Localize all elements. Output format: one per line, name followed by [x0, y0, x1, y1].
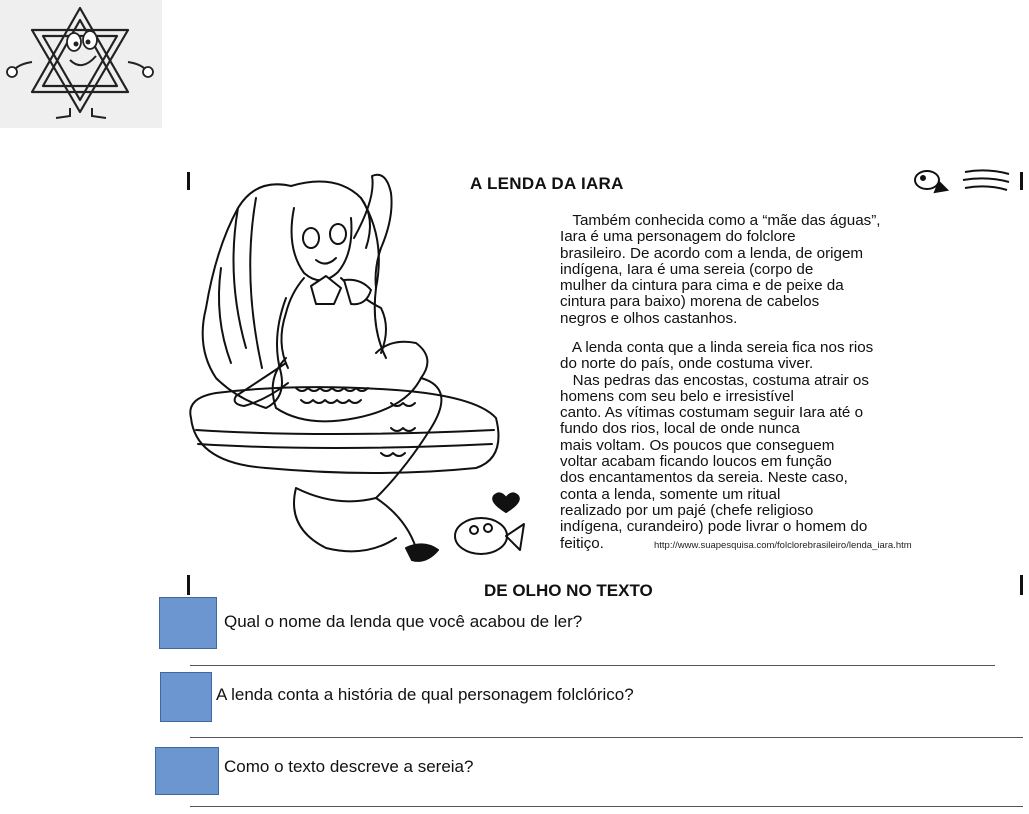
- mermaid-illustration: [176, 168, 556, 576]
- story-line: indígena, Iara é uma sereia (corpo de: [560, 260, 814, 278]
- answer-number-box-1[interactable]: [159, 597, 217, 649]
- fish-decoration-icon: [905, 168, 1015, 196]
- story-line: mais voltam. Os poucos que conseguem: [560, 436, 835, 454]
- story-line: Também conhecida como a “mãe das águas”,: [560, 212, 881, 229]
- question-1: Qual o nome da lenda que você acabou de ler?: [224, 612, 583, 631]
- answer-line-3[interactable]: [190, 806, 1023, 807]
- question-3: Como o texto descreve a sereia?: [224, 757, 474, 776]
- answer-number-box-2[interactable]: [160, 672, 212, 722]
- story-line: fundo dos rios, local de onde nunca: [560, 420, 800, 438]
- story-line: do norte do país, onde costuma viver.: [560, 355, 814, 373]
- star-of-david-mascot-icon: [0, 0, 162, 128]
- frame-right-bar: [1020, 172, 1023, 190]
- story-line: canto. As vítimas costumam seguir Iara até o: [560, 404, 864, 422]
- section-title: DE OLHO NO TEXTO: [484, 581, 653, 600]
- story-line: feitiço.: [560, 534, 604, 552]
- story-line: Nas pedras das encostas, costuma atrair os: [560, 371, 869, 389]
- section-right-bar: [1020, 575, 1023, 595]
- question-2: A lenda conta a história de qual personagem folclórico?: [216, 685, 634, 704]
- answer-line-1[interactable]: [190, 665, 995, 666]
- story-line: voltar acabam ficando loucos em função: [560, 453, 832, 471]
- story-paragraph-2: [560, 340, 873, 552]
- story-line: dos encantamentos da sereia. Neste caso,: [560, 469, 848, 487]
- logo: [0, 0, 162, 128]
- story-paragraph-1: [560, 213, 881, 327]
- story-line: brasileiro. De acordo com a lenda, de origem: [560, 244, 864, 262]
- answer-line-2[interactable]: [190, 737, 1023, 738]
- story-line: homens com seu belo e irresistível: [560, 387, 794, 405]
- story-line: realizado por um pajé (chefe religioso: [560, 501, 814, 519]
- story-line: negros e olhos castanhos.: [560, 309, 738, 327]
- source-url: http://www.suapesquisa.com/folclorebrasileiro/lenda_iara.htm: [654, 540, 912, 551]
- story-line: mulher da cintura para cima e de peixe da: [560, 277, 844, 295]
- story-line: indígena, curandeiro) pode livrar o homem do: [560, 518, 868, 536]
- answer-number-box-3[interactable]: [155, 747, 219, 795]
- story-title: A LENDA DA IARA: [470, 174, 624, 193]
- story-line: A lenda conta que a linda sereia fica nos rios: [560, 339, 874, 356]
- story-line: conta a lenda, somente um ritual: [560, 485, 781, 503]
- section-left-bar: [187, 575, 190, 595]
- story-line: cintura para baixo) morena de cabelos: [560, 293, 820, 311]
- story-line: Iara é uma personagem do folclore: [560, 228, 796, 246]
